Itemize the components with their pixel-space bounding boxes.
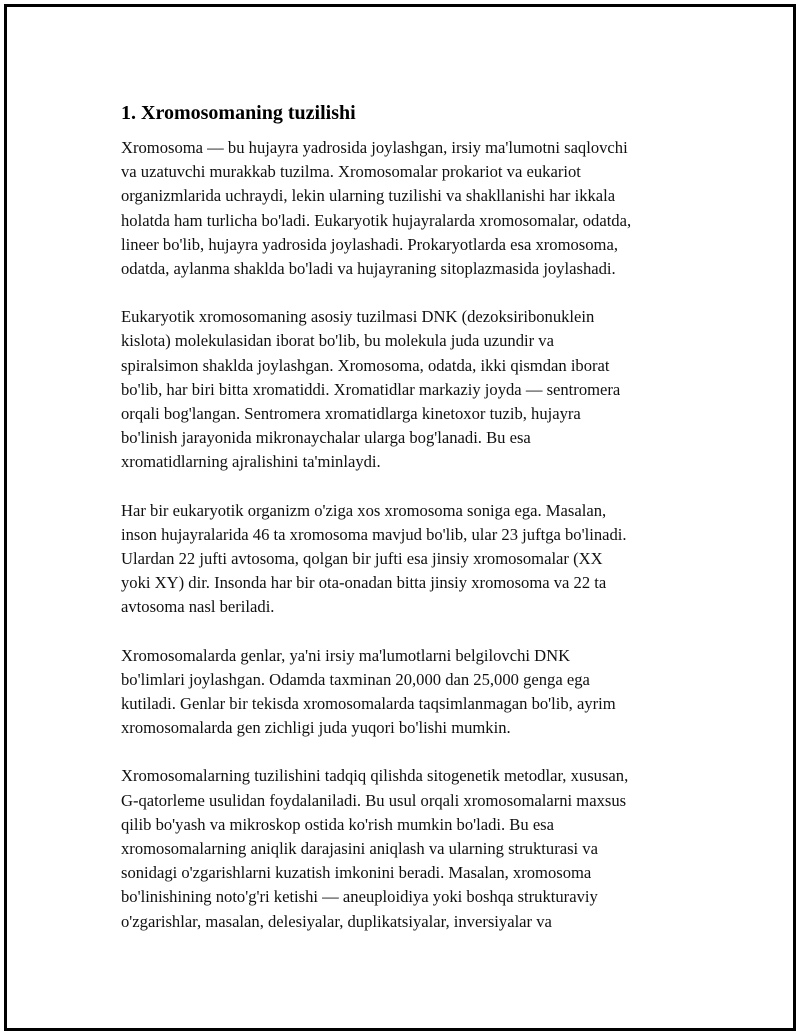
document-page xyxy=(4,4,796,1031)
paragraph-2: Eukaryotik xromosomaning asosiy tuzilmasi DNK (dezoksiribonuklein kislota) molekulasidan iborat bo'lib, bu molekula juda uzundir va spiralsimon shaklda joylashgan. Xromosoma, odatda, ikki qismdan iborat bo'lib, har biri bitta xromatiddi. Xromatidlar markaziy joyda — sentromera orqali bog'langan. Sentromera xromatidlarga kinetoxor tuzib, hujayra bo'linish jarayonida mikronaychalar ularga bog'lanadi. Bu esa xromatidlarning ajralishini ta'minlaydi. xyxy=(121,307,621,472)
paragraph-4: Xromosomalarda genlar, ya'ni irsiy ma'lumotlarni belgilovchi DNK bo'limlari joylashgan. Odamda taxminan 20,000 dan 25,000 genga ega kutiladi. Genlar bir tekisda xromosomalarda taqsimlanmagan bo'lib, ayrim xromosomalarda gen zichligi juda yuqori bo'lishi mumkin. xyxy=(121,645,616,738)
paragraph-5: Xromosomalarning tuzilishini tadqiq qilishda sitogenetik metodlar, xususan, G-qatorleme usulidan foydalaniladi. Bu usul orqali xromosomalarni maxsus qilib bo'yash va mikroskop ostida ko'rish mumkin bo'ladi. Bu esa xromosomalarning aniqlik darajasini aniqlash va ularning strukturasi va sonidagi o'zgarishlarni kuzatish imkonini beradi. Masalan, xromosoma bo'linishining noto'g'ri ketishi — aneuploidiya yoki boshqa strukturaviy o'zgarishlar, masalan, delesiyalar, duplikatsiyalar, inversiyalar va xyxy=(121,766,629,931)
paragraph-1: Xromosoma — bu hujayra yadrosida joylashgan, irsiy ma'lumotni saqlovchi va uzatuvchi murakkab tuzilma. Xromosomalar prokariot va eukariot organizmlarida uchraydi, lekin ularning tuzilishi va shakllanishi har ikkala holatda ham turlicha bo'ladi. Eukaryotik hujayralarda xromosomalar, odatda, lineer bo'lib, hujayra yadrosida joylashadi. Prokaryotlarda esa xromosoma, odatda, aylanma shaklda bo'ladi va hujayraning sitoplazmasida joylashadi. xyxy=(121,138,632,279)
section-heading: 1. Xromosomaning tuzilishi xyxy=(121,102,356,124)
document-body xyxy=(121,99,703,958)
paragraph-3: Har bir eukaryotik organizm o'ziga xos xromosoma soniga ega. Masalan, inson hujayralarida 46 ta xromosoma mavjud bo'lib, ular 23 juftga bo'linadi. Ulardan 22 jufti avtosoma, qolgan bir jufti esa jinsiy xromosomalar (XX yoki XY) dir. Insonda har bir ota-onadan bitta jinsiy xromosoma va 22 ta avtosoma nasl beriladi. xyxy=(121,500,627,617)
